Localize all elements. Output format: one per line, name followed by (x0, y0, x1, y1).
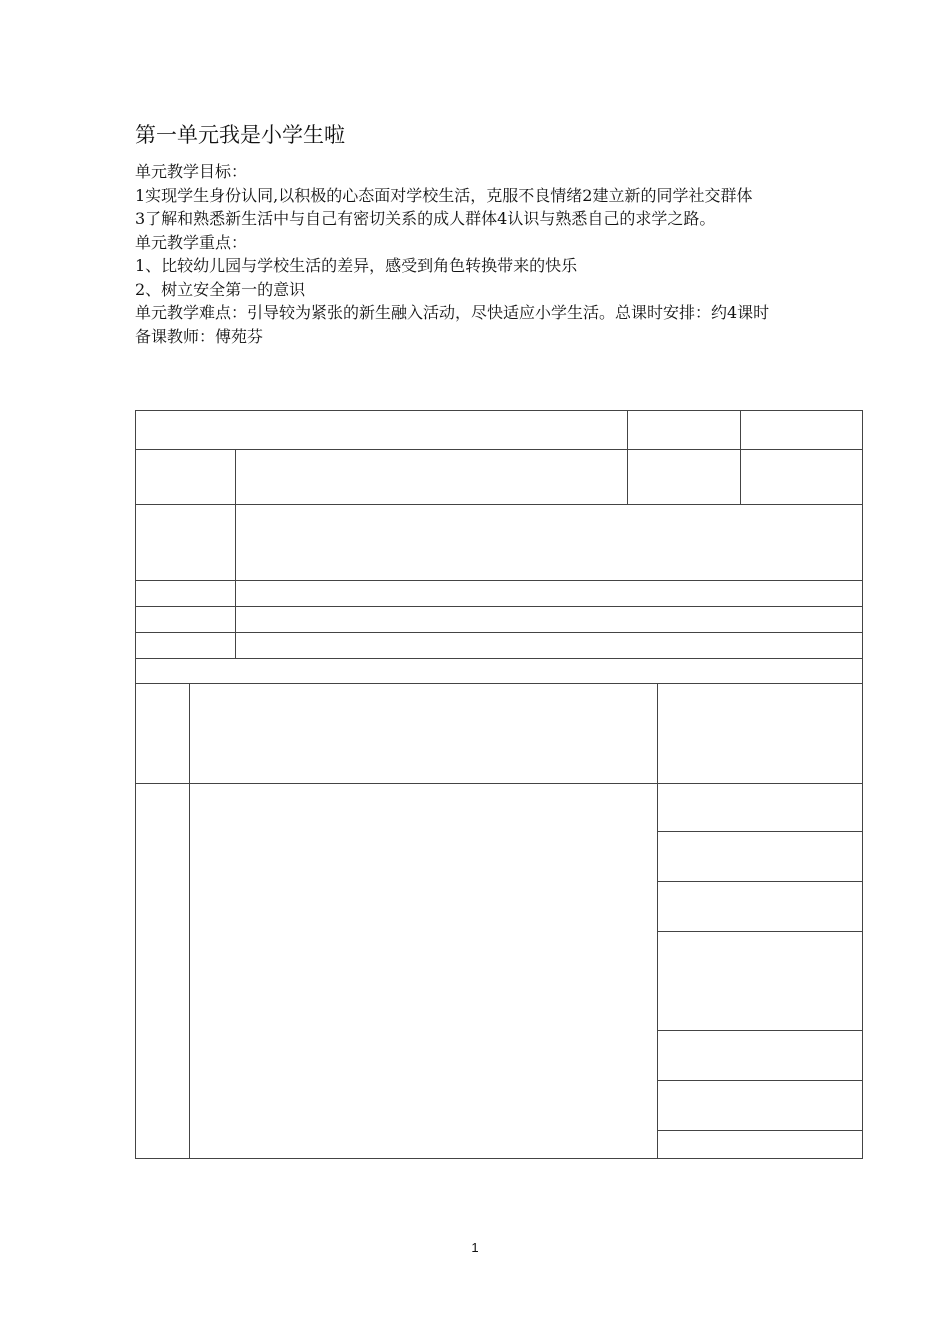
row-line (135, 504, 863, 505)
goals-line-1: 1实现学生身份认同,以积极的心态面对学校生活，克服不良情绪2建立新的同学社交群体 (135, 185, 753, 205)
unit-title: 第一单元我是小学生啦 (135, 123, 345, 147)
sub-row-line (657, 931, 863, 932)
page-number: 1 (471, 1240, 479, 1255)
table-border-right (862, 410, 863, 1159)
unit-description (135, 160, 860, 348)
key-point-2: 2、树立安全第一的意识 (135, 279, 306, 299)
sub-row-line (657, 1080, 863, 1081)
row-line (135, 683, 863, 684)
col-line (740, 410, 741, 505)
row-line (135, 783, 863, 784)
row-line (135, 632, 863, 633)
sub-row-line (657, 881, 863, 882)
sub-row-line (657, 831, 863, 832)
col-line (235, 449, 236, 658)
col-line (657, 683, 658, 1159)
table-border-left (135, 410, 136, 1159)
sub-row-line (657, 1030, 863, 1031)
row-line (135, 580, 863, 581)
row-line (135, 449, 863, 450)
table-border-bottom (135, 1158, 863, 1159)
row-line (135, 658, 863, 659)
key-point-1: 1、比较幼儿园与学校生活的差异，感受到角色转换带来的快乐 (135, 256, 578, 275)
col-line (189, 683, 190, 1159)
key-points-heading: 单元教学重点： (135, 232, 248, 252)
sub-row-line (657, 1130, 863, 1131)
table-border-top (135, 410, 863, 411)
col-line (627, 410, 628, 505)
difficulty-text: 单元教学难点：引导较为紧张的新生融入活动，尽快适应小学生活。总课时安排：约4课时 (135, 303, 770, 322)
row-line (135, 606, 863, 607)
goals-line-2: 3了解和熟悉新生活中与自己有密切关系的成人群体4认识与熟悉自己的求学之路。 (135, 209, 716, 228)
teacher-line: 备课教师：傅苑芬 (135, 326, 264, 346)
goals-heading: 单元教学目标： (135, 162, 248, 181)
